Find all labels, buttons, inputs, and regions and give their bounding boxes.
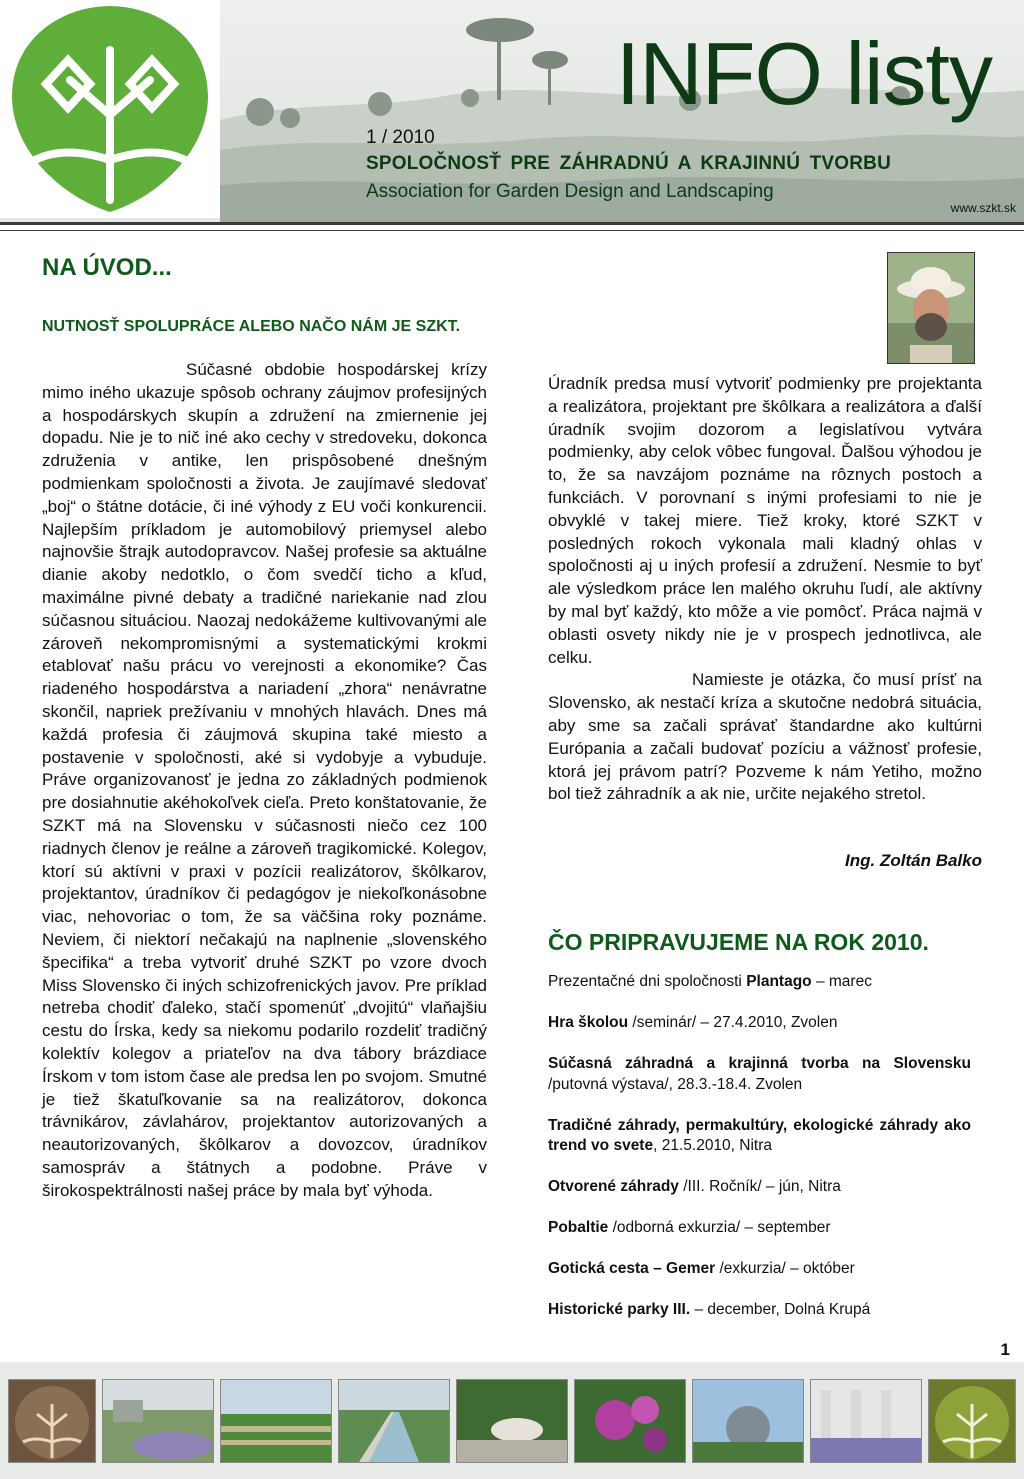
- newsletter-title: INFO listy: [615, 24, 992, 123]
- page-number: 1: [1000, 1340, 1010, 1359]
- garden-photo-geode: [692, 1379, 804, 1463]
- event-item: Súčasná záhradná a krajinná tvorba na Slovensku /putovná výstava/, 28.3.-18.4. Zvolen: [548, 1055, 971, 1093]
- article-subheading: NUTNOSŤ SPOLUPRÁCE ALEBO NAČO NÁM JE SZKT.: [42, 318, 461, 335]
- event-item: Otvorené záhrady /III. Ročník/ – jún, Nitra: [548, 1178, 841, 1195]
- garden-photo-flowers: [574, 1379, 686, 1463]
- event-item: Hra školou /seminár/ – 27.4.2010, Zvolen: [548, 1014, 838, 1031]
- article-body-left: [42, 359, 487, 1202]
- article-paragraph: Úradník predsa musí vytvoriť podmienky pre projektanta a realizátora, projektant pre škôlkara a realizátora a ďalší úradník svojim dozorom a legislatívou vytvára podmienky, aby celok vôbec fungoval. Ďalšou výhodou je to, že sa navzájom poznáme na rôznych postoch a funkciách. V porovnaní s inými profesiami to nie je obvyklé v takej miere. Tiež kroky, ktoré SZKT v posledných rokoch vykonala mali kladný ohlas v spoločnosti aj u iných profesií a združení. Nesmie to byť ale výsledkom práce len malého okruhu ľudí, ale aktívny by mal byť každý, kto môže a vie pomôcť. Práca najmä v oblasti osvety nikdy nie je v prospech jednotlivca, ale celku.: [548, 374, 982, 667]
- logo-thumbnail-green: [928, 1379, 1016, 1463]
- article-paragraph: Namieste je otázka, čo musí prísť na Slovensko, ak nestačí kríza a skutočne nedobrá situácia, aby sme sa začali správať štandardne ako kultúrni Európania a začali budovať pozíciu a vážnosť profesie, ktorá jej právom patrí? Pozveme k nám Yetiho, možno bol tiež záhradník a ak nie, určite nejakého stretol.: [548, 670, 982, 804]
- masthead: [0, 0, 1024, 222]
- author-signature: Ing. Zoltán Balko: [845, 851, 982, 870]
- garden-photo-terraces: [220, 1379, 332, 1463]
- garden-photo-columns: [810, 1379, 922, 1463]
- author-portrait-image: [888, 253, 974, 363]
- garden-photo-pavilion: [456, 1379, 568, 1463]
- event-item: Prezentačné dni spoločnosti Plantago – marec: [548, 973, 872, 990]
- organization-name-sk: SPOLOČNOSŤ PRE ZÁHRADNÚ A KRAJINNÚ TVORBU: [366, 153, 892, 174]
- header-rule: [0, 222, 1024, 225]
- section-heading-intro: NA ÚVOD...: [42, 254, 172, 281]
- garden-photo-water-channel: [338, 1379, 450, 1463]
- header-rule-thin: [0, 230, 1024, 231]
- events-list: [548, 972, 971, 1341]
- section-heading-events: ČO PRIPRAVUJEME NA ROK 2010.: [548, 929, 929, 955]
- author-photo: [887, 252, 975, 364]
- organization-name-en: Association for Garden Design and Landscaping: [366, 181, 774, 202]
- article-body-right: [548, 373, 982, 806]
- szkt-logo: [0, 0, 220, 218]
- website-link[interactable]: www.szkt.sk: [950, 201, 1016, 215]
- issue-number: 1 / 2010: [366, 127, 435, 148]
- event-item: Tradičné záhrady, permakultúry, ekologické záhrady ako trend vo svete, 21.5.2010, Nitra: [548, 1116, 971, 1154]
- event-item: Historické parky III. – december, Dolná Krupá: [548, 1301, 871, 1318]
- logo-thumbnail-brown: [8, 1379, 96, 1463]
- article-paragraph: Súčasné obdobie hospodárskej krízy mimo iného ukazuje spôsob ochrany záujmov profesijných a hospodárskych skupín a združení na zmiernenie jej dopadu. Nie je to nič iné ako cechy v stredoveku, dokonca združenia v antike, len prispôsobené dnešným podmienkam spoločnosti a života. Je zaujímavé sledovať „boj“ o štátne dotácie, či iné výhody z EU voči konkurencii. Najlepším príkladom je automobilový priemysel alebo najnovšie štrajk autodopravcov. Našej profesie sa aktuálne dianie akoby nedotklo, o čom svedčí ticho a kľud, maximálne pivné debaty a tradičné nariekanie nad zlou súčasnou situáciou. Naozaj nedokážeme kultivovanými ale zároveň nekompromisnými a systematickými krokmi etablovať našu prácu vo verejnosti a ekonomike? Čas riadeného hospodárstva a nariadení „zhora“ nenávratne skončil, napriek prežívaniu v mnohých hlavách. Dnes má každá profesia či záujmová skupina také miesto a postavenie v spoločnosti, aké si vydobyje a vybuduje. Práve organizovanosť je jedna zo základných podmienok pre dosiahnutie akéhokoľvek cieľa. Preto konštatovanie, že SZKT má na Slovensku v súčasnosti niečo cez 100 riadnych členov je reálne a zároveň tragikomické. Kolegov, ktorí sú aktívni v praxi v pozícii realizátorov, škôlkarov, projektantov, úradníkov či pedagógov je niekoľkonásobne viac, nehovoriac o tom, že sa väčšina roky poznáme. Neviem, či niektorí nečakajú na naplnenie „slovenského špecifika“ a treba vytvoriť druhé SZKT po vzore dvoch Miss Slovensko či iných schizofrenických javov. Pre príklad netreba chodiť ďaleko, stačí spomenúť „dvojitú“ vlaňajšiu cestu do Írska, kedy sa niekomu podarilo rozdeliť tradičný kolektív kolegov a priateľov na dva tábory brázdiace Írskom v tom istom čase ale predsa len po svojom. Smutné je tiež škatuľkovanie sa na realizátorov, dokonca trávnikárov, závlahárov, projektantov autorizovaných a neautorizovaných, škôlkarov a dovozcov, úradníkov samospráv a štátnych a podobne. Práve v širokospektrálnosti našej práce by mala byť výhoda.: [42, 360, 488, 1200]
- garden-photo-lavender: [102, 1379, 214, 1463]
- event-item: Pobaltie /odborná exkurzia/ – september: [548, 1219, 831, 1236]
- event-item: Gotická cesta – Gemer /exkurzia/ – október: [548, 1260, 855, 1277]
